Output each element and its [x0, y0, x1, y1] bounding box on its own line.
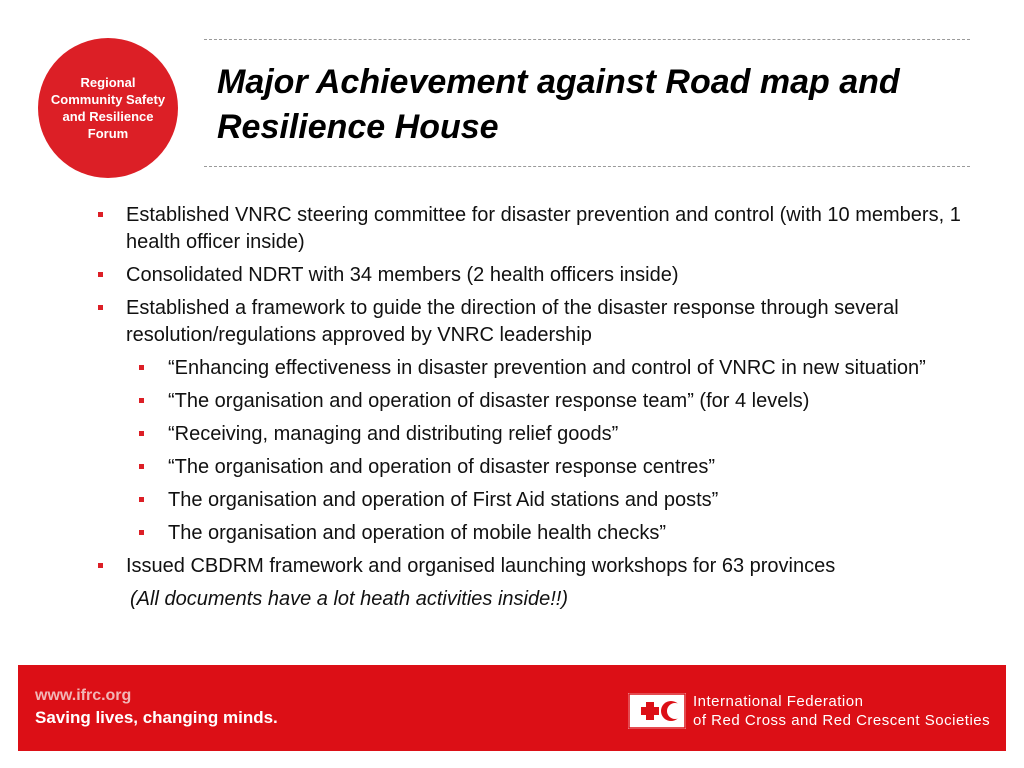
federation-name — [693, 692, 990, 730]
red-cross-crescent-emblem-icon — [628, 693, 686, 729]
list-item-text: Established VNRC steering committee for disaster prevention and control (with 10 members, 1 health officer inside) — [126, 204, 961, 253]
sub-list-item-text: The organisation and operation of First Aid stations and posts” — [168, 489, 719, 511]
bullet-square-icon — [139, 497, 144, 502]
sub-list-item-text: The organisation and operation of mobile health checks” — [168, 522, 667, 544]
federation-name-line: International Federation — [693, 693, 864, 710]
footer-slogan: Saving lives, changing minds. — [35, 708, 278, 727]
list-item-text: Consolidated NDRT with 34 members (2 health officers inside) — [126, 264, 679, 286]
list-item — [95, 553, 1015, 580]
bullet-square-icon — [139, 398, 144, 403]
logo-line: and Resilience — [62, 109, 154, 124]
sub-list-item — [95, 520, 1015, 547]
footer-url-link[interactable]: www.ifrc.org — [35, 687, 132, 704]
logo-line: Forum — [87, 126, 129, 141]
bullet-square-icon — [139, 431, 144, 436]
bullet-square-icon — [98, 212, 103, 217]
bullet-square-icon — [98, 305, 103, 310]
note-text: (All documents have a lot heath activities inside!!) — [130, 588, 568, 610]
title-divider-top — [204, 39, 970, 40]
footer-bar — [18, 665, 1006, 751]
list-item — [95, 262, 1015, 289]
sub-list-item — [95, 421, 1015, 448]
list-item-text: Established a framework to guide the direction of the disaster response through several resolution/regulations approved by VNRC leadership — [126, 297, 899, 346]
bullet-square-icon — [139, 464, 144, 469]
bullet-square-icon — [98, 272, 103, 277]
title-divider-bottom — [204, 166, 970, 167]
sub-list-item — [95, 388, 1015, 415]
sub-list-item — [95, 355, 1015, 382]
bullet-square-icon — [139, 530, 144, 535]
bullet-square-icon — [98, 563, 103, 568]
list-item-text: Issued CBDRM framework and organised launching workshops for 63 provinces — [126, 555, 836, 577]
forum-logo — [38, 38, 178, 178]
sub-list-item — [95, 487, 1015, 514]
federation-name-line: of Red Cross and Red Crescent Societies — [693, 712, 991, 729]
list-item — [95, 295, 1015, 349]
bullet-list — [95, 202, 1015, 613]
bullet-square-icon — [139, 365, 144, 370]
forum-logo-text — [43, 74, 173, 142]
list-item — [95, 202, 1015, 256]
sub-list-item — [95, 454, 1015, 481]
sub-list-item-text: “Receiving, managing and distributing relief goods” — [168, 423, 619, 445]
logo-line: Community Safety — [50, 92, 166, 107]
sub-list-item-text: “The organisation and operation of disaster response team” (for 4 levels) — [168, 390, 810, 412]
slide-title: Major Achievement against Road map and Resilience House — [217, 63, 900, 146]
sub-list-item-text: “Enhancing effectiveness in disaster prevention and control of VNRC in new situation” — [168, 357, 926, 379]
sub-list-item-text: “The organisation and operation of disaster response centres” — [168, 456, 715, 478]
logo-line: Regional — [80, 75, 136, 90]
